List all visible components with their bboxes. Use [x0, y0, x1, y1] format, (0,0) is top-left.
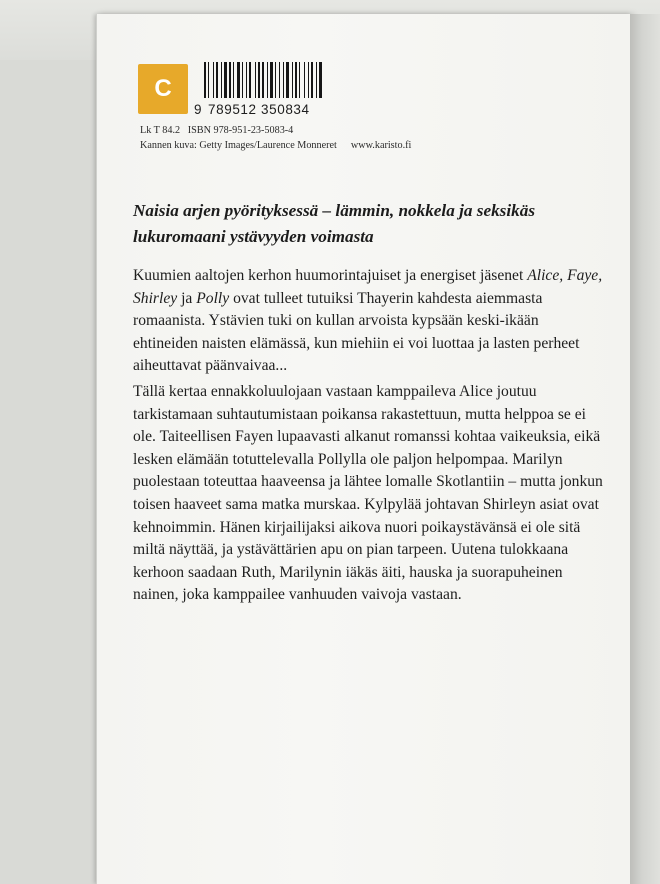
barcode-number	[194, 102, 344, 116]
blurb-paragraph-2: Tällä kertaa ennakkoluulojaan vastaan kamppaileva Alice joutuu tarkistamaan suhtautumistaan poikansa rakastettuun, mutta helppoa se ei ole. Taiteellisen Fayen lupaavasti alkanut romanssi kohtaa vaikeuksia, eikä lesken elämään totuttelevalla Pollylla ole paljon helpompaa. Marilyn puolestaan toteuttaa haaveensa ja lähtee lomalle Skotlantiin – mutta jonkun toisen haaveet sama matka murskaa. Kylpylää johtavan Shirleyn asiat ovat kehnoimmin. Hänen kirjailijaksi aikova nuori poikaystävänsä ei ole sitä miltä näyttää, ja ystävättärien apu on pian tarpeen. Uutena tulokkaana kerhoon saadaan Ruth, Marilynin iäkäs äiti, hauska ja suorapuheinen nainen, joka kamppailee vanhuuden vaivoja vastaan.	[133, 383, 603, 604]
publisher-website: www.karisto.fi	[350, 140, 412, 151]
barcode-first-digit: 9	[194, 102, 203, 117]
tagline: Naisia arjen pyörityksessä – lämmin, nokkela ja seksikäs lukuromaani ystävyyden voimasta	[133, 201, 536, 246]
publisher-logo	[138, 64, 188, 114]
p1-intro: Kuumien aaltojen kerhon huumorintajuiset ja energiset jäsenet	[133, 267, 524, 284]
publisher-logo-letter: C	[154, 75, 172, 102]
credit-line	[140, 140, 411, 151]
character-name-shirley: Shirley	[133, 289, 178, 307]
blurb-paragraph-1: Kuumien aaltojen kerhon huumorintajuiset ja energiset jäsenet Alice, Faye, Shirley ja Polly ovat tulleet tutuiksi Thayerin kahdesta aiemmasta romaanista. Ystävien tuki on kullan arvoista kypsään keski-ikään ehtineiden naisten elämässä, kun miehiin ei voi luottaa ja lasten perheet aiheuttavat päänvaivaa...	[133, 267, 603, 375]
p1-rest: ovat tulleet tutuiksi Thayerin kahdesta aiemmasta romaanista. Ystävien tuki on kullan arvoista kypsään keski-ikään ehtineiden naisten elämässä, kun miehiin ei voi luottaa ja lasten perheet aiheuttavat päänvaivaa...	[133, 289, 580, 375]
character-name-polly: Polly	[196, 289, 230, 307]
isbn-number: ISBN 978-951-23-5083-4	[187, 125, 294, 136]
character-name-alice: Alice	[527, 267, 560, 284]
classification-line	[140, 125, 293, 136]
book-page-edge	[630, 14, 660, 884]
barcode-digits: 789512 350834	[208, 102, 310, 117]
p1-conjunction: ja	[181, 289, 193, 307]
character-name-faye: Faye	[567, 267, 599, 284]
cover-credit: Kannen kuva: Getty Images/Laurence Monneret	[140, 140, 337, 151]
library-classification: Lk T 84.2	[140, 125, 181, 136]
